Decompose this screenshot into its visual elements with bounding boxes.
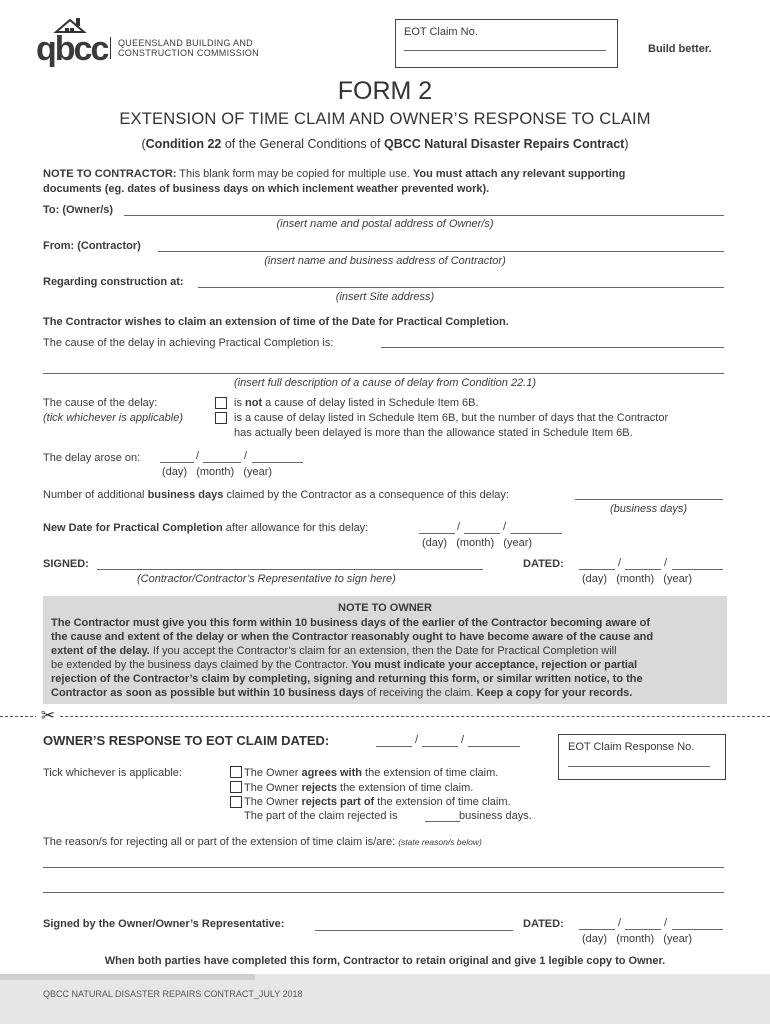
arose-day-field[interactable] xyxy=(160,462,194,463)
slash: / xyxy=(461,734,465,746)
note-owner-line4: be extended by the business days claimed by the Contractor. You must indicate your acceptance, rejection or partial xyxy=(51,659,638,671)
tick-hint: (tick whichever is applicable) xyxy=(43,412,183,424)
owner-hint: (insert name and postal address of Owner/s) xyxy=(276,218,494,230)
owner-dated-parts: (day) (month) (year) xyxy=(582,933,693,945)
scissors-icon: ✂ xyxy=(36,706,60,726)
slash: / xyxy=(415,734,419,746)
eot-claim-number-field[interactable] xyxy=(404,50,606,51)
site-hint: (insert Site address) xyxy=(335,291,435,303)
option-not-listed: is not a cause of delay listed in Schedule Item 6B. xyxy=(234,397,479,409)
owner-signed-label: Signed by the Owner/Owner’s Representative: xyxy=(43,918,285,930)
org-name-line1: QUEENSLAND BUILDING AND xyxy=(118,38,253,48)
footer-text: QBCC NATURAL DISASTER REPAIRS CONTRACT_JULY 2018 xyxy=(43,989,303,999)
reason-field-1[interactable] xyxy=(43,867,724,868)
form-subtitle: (Condition 22 of the General Conditions of QBCC Natural Disaster Repairs Contract) xyxy=(141,137,629,151)
option-agrees: The Owner agrees with the extension of time claim. xyxy=(244,767,499,779)
note-to-contractor-line2: documents (eg. dates of business days on which inclement weather prevented work). xyxy=(43,183,490,195)
arose-month-field[interactable] xyxy=(203,462,241,463)
eot-claim-label: EOT Claim No. xyxy=(404,26,478,38)
cause-field-2[interactable] xyxy=(43,373,724,374)
logo-divider xyxy=(110,37,111,59)
note-owner-line6: Contractor as soon as possible but within 10 business days of receiving the claim. Keep a copy for your records. xyxy=(51,687,633,699)
owner-dated-label: DATED: xyxy=(523,918,564,930)
logo-mark: qbcc xyxy=(36,30,108,68)
qbcc-logo xyxy=(36,12,116,68)
rejects-part-checkbox[interactable] xyxy=(230,796,242,808)
agrees-checkbox[interactable] xyxy=(230,766,242,778)
claim-statement: The Contractor wishes to claim an extension of time of the Date for Practical Completion. xyxy=(43,316,509,328)
not-listed-checkbox[interactable] xyxy=(215,397,227,409)
owner-dated-year-field[interactable] xyxy=(672,929,723,930)
contractor-hint: (insert name and business address of Contractor) xyxy=(264,255,506,267)
rejected-part-prefix: The part of the claim rejected is xyxy=(244,810,398,822)
footer-bar-accent xyxy=(0,974,255,980)
option-listed-line1: is a cause of delay listed in Schedule Item 6B, but the number of days that the Contractor xyxy=(234,412,669,424)
listed-exceeds-checkbox[interactable] xyxy=(215,412,227,424)
response-month-field[interactable] xyxy=(422,746,458,747)
note-owner-line2: the cause and extent of the delay or when the Contractor reasonably ought to have become aware of the cause and xyxy=(51,631,654,643)
slash: / xyxy=(503,521,507,533)
slash: / xyxy=(664,557,668,569)
new-date-parts: (day) (month) (year) xyxy=(422,537,533,549)
dated-day-field[interactable] xyxy=(579,569,615,570)
rejects-checkbox[interactable] xyxy=(230,781,242,793)
contractor-name-field[interactable] xyxy=(158,251,724,252)
option-listed-line2: has actually been delayed is more than the allowance stated in Schedule Item 6B. xyxy=(234,427,633,439)
cause-delay-label: The cause of the delay: xyxy=(43,397,158,409)
note-owner-line3: extent of the delay. If you accept the Contractor’s claim for an extension, then the Date for Practical Completion will xyxy=(51,645,617,657)
completion-instruction: When both parties have completed this form, Contractor to retain original and give 1 legible copy to Owner. xyxy=(104,955,666,967)
arose-date-parts: (day) (month) (year) xyxy=(162,466,273,478)
note-to-owner-heading: NOTE TO OWNER xyxy=(338,602,432,614)
from-label: From: (Contractor) xyxy=(43,240,141,252)
slash: / xyxy=(196,450,200,462)
new-date-day-field[interactable] xyxy=(419,533,455,534)
new-date-month-field[interactable] xyxy=(464,533,500,534)
cause-hint: (insert full description of a cause of delay from Condition 22.1) xyxy=(233,377,537,389)
eot-response-label: EOT Claim Response No. xyxy=(568,741,695,753)
option-rejects: The Owner rejects the extension of time claim. xyxy=(244,782,474,794)
owner-dated-month-field[interactable] xyxy=(625,929,661,930)
eot-response-number-field[interactable] xyxy=(568,766,710,767)
additional-days-label: Number of additional business days claimed by the Contractor as a consequence of this delay: xyxy=(43,489,509,501)
new-date-year-field[interactable] xyxy=(511,533,562,534)
signature-hint: (Contractor/Contractor’s Representative to sign here) xyxy=(137,573,396,585)
form-number: FORM 2 xyxy=(337,77,433,105)
slash: / xyxy=(664,917,668,929)
slash: / xyxy=(457,521,461,533)
contractor-signature-field[interactable] xyxy=(97,569,483,570)
dated-parts: (day) (month) (year) xyxy=(582,573,693,585)
owner-response-heading: OWNER’S RESPONSE TO EOT CLAIM DATED: xyxy=(43,733,330,748)
rejected-part-suffix: business days. xyxy=(459,810,532,822)
to-label: To: (Owner/s) xyxy=(43,204,114,216)
owner-dated-day-field[interactable] xyxy=(579,929,615,930)
owner-name-field[interactable] xyxy=(124,215,724,216)
org-name-line2: CONSTRUCTION COMMISSION xyxy=(118,48,259,58)
reason-label: The reason/s for rejecting all or part of the extension of time claim is/are: (state reason/s below) xyxy=(43,836,482,848)
slash: / xyxy=(618,557,622,569)
slash: / xyxy=(244,450,248,462)
footer-bar xyxy=(0,974,770,1024)
dated-label: DATED: xyxy=(523,558,564,570)
dated-year-field[interactable] xyxy=(672,569,723,570)
regarding-label: Regarding construction at: xyxy=(43,276,184,288)
response-year-field[interactable] xyxy=(468,746,520,747)
site-address-field[interactable] xyxy=(198,287,724,288)
cause-field-1[interactable] xyxy=(381,347,724,348)
reason-field-2[interactable] xyxy=(43,892,724,893)
note-owner-line5: rejection of the Contractor’s claim by completing, signing and returning this form, or similar written notice, to the xyxy=(51,673,643,685)
cause-label: The cause of the delay in achieving Practical Completion is: xyxy=(43,337,334,349)
cut-line xyxy=(0,716,770,717)
business-days-field[interactable] xyxy=(575,499,723,500)
slash: / xyxy=(618,917,622,929)
tick-applicable-label: Tick whichever is applicable: xyxy=(43,767,182,779)
business-days-hint: (business days) xyxy=(610,503,688,515)
new-date-label: New Date for Practical Completion after allowance for this delay: xyxy=(43,522,369,534)
note-owner-line1: The Contractor must give you this form within 10 business days of the earlier of the Contractor becoming aware of xyxy=(51,617,650,629)
owner-signature-field[interactable] xyxy=(315,930,513,931)
arose-label: The delay arose on: xyxy=(43,452,141,464)
form-title: EXTENSION OF TIME CLAIM AND OWNER’S RESPONSE TO CLAIM xyxy=(119,110,651,128)
arose-year-field[interactable] xyxy=(252,462,303,463)
rejected-days-field[interactable] xyxy=(425,821,460,822)
option-rejects-part: The Owner rejects part of the extension of time claim. xyxy=(244,796,511,808)
dated-month-field[interactable] xyxy=(625,569,661,570)
response-day-field[interactable] xyxy=(376,746,412,747)
tagline: Build better. xyxy=(648,43,712,55)
note-to-contractor: NOTE TO CONTRACTOR: This blank form may be copied for multiple use. You must attach any relevant supporting xyxy=(43,168,626,180)
signed-label: SIGNED: xyxy=(43,558,89,570)
